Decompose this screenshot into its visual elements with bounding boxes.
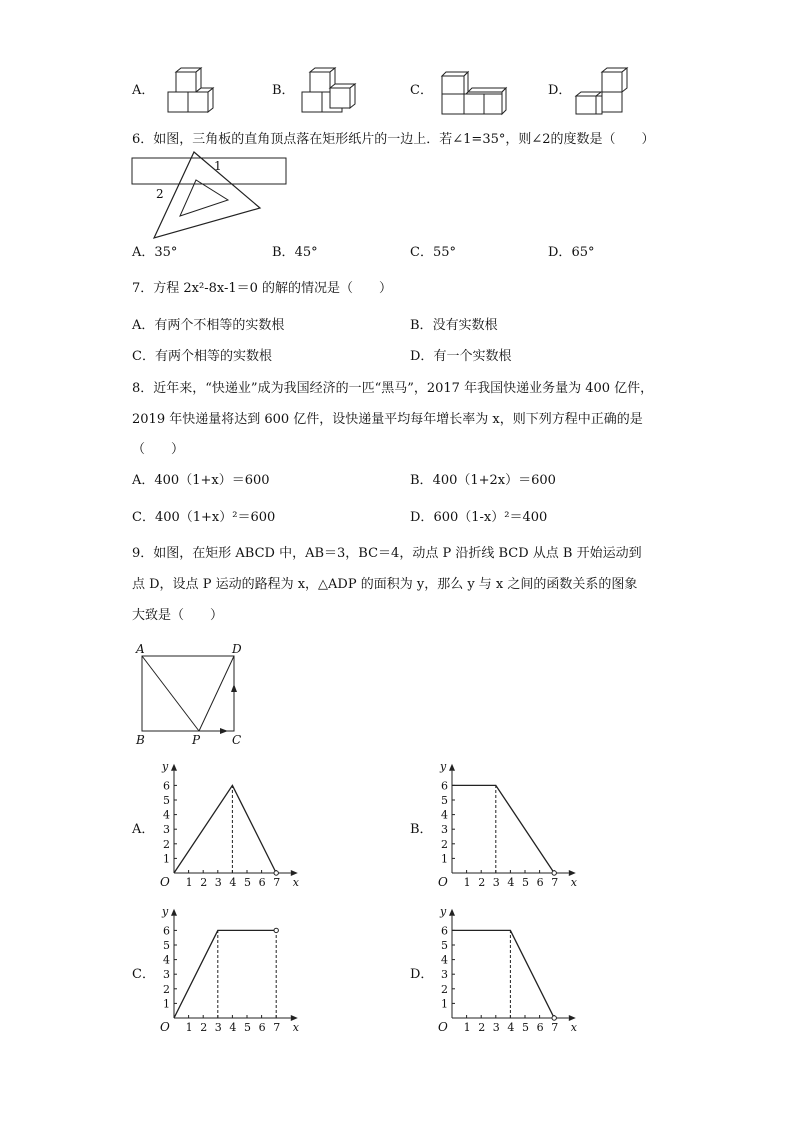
x-axis-label: x (292, 876, 300, 889)
q8-option-c: C．400（1+x）²＝600 (132, 510, 276, 525)
y-tick-label: 5 (441, 794, 448, 807)
x-tick-label: 1 (463, 876, 471, 889)
q9-graph-d (430, 904, 578, 1035)
y-tick-label: 5 (163, 939, 170, 952)
q5-option-c-label: C． (410, 83, 433, 98)
q6-angle-2: 2 (156, 187, 164, 201)
x-axis-label: x (292, 1021, 300, 1034)
y-tick-label: 2 (441, 837, 448, 851)
y-tick-label: 3 (441, 823, 448, 837)
q7-stem: 7．方程 2x²-8x-1＝0 的解的情况是（ ） (132, 281, 393, 296)
open-endpoint (552, 871, 556, 875)
y-tick-label: 6 (163, 924, 170, 938)
q5-option-d-label: D． (548, 83, 572, 98)
q6-option-b: B．45° (272, 245, 318, 260)
function-line (174, 785, 276, 873)
open-endpoint (274, 871, 278, 875)
y-axis-arrow (171, 909, 177, 916)
origin-label: O (438, 875, 448, 889)
q9-option-d-label: D． (410, 967, 434, 982)
open-endpoint (552, 1016, 556, 1020)
q6-option-a: A．35° (132, 245, 178, 260)
y-tick-label: 3 (441, 968, 448, 982)
y-axis-label: y (440, 759, 447, 773)
q9-point-b: B (136, 733, 145, 747)
x-tick-label: 7 (551, 1021, 559, 1034)
x-tick-label: 2 (200, 876, 208, 889)
x-tick-label: 3 (492, 1021, 500, 1034)
q7-option-b: B．没有实数根 (410, 318, 498, 333)
x-tick-label: 2 (478, 876, 486, 889)
q9-point-d: D (232, 642, 242, 656)
q7-option-d: D．有一个实数根 (410, 349, 512, 364)
q9-point-p: P (192, 733, 201, 747)
q9-graph-c (152, 904, 300, 1035)
q5-option-d-cubes (574, 66, 634, 116)
function-line (452, 930, 554, 1018)
x-tick-label: 6 (536, 1021, 544, 1034)
x-tick-label: 5 (244, 876, 251, 889)
y-axis-label: y (162, 904, 169, 918)
function-line (452, 785, 554, 873)
y-tick-label: 3 (163, 823, 170, 837)
q9-point-c: C (232, 733, 242, 747)
y-tick-label: 1 (163, 852, 170, 866)
x-tick-label: 3 (214, 876, 222, 889)
x-tick-label: 5 (244, 1021, 251, 1034)
q9-graph-b (430, 759, 578, 890)
y-tick-label: 6 (441, 779, 448, 793)
q5-option-b-label: B． (272, 83, 295, 98)
y-tick-label: 4 (441, 953, 448, 967)
x-tick-label: 4 (229, 1021, 237, 1034)
y-tick-label: 4 (163, 953, 170, 967)
x-axis-label: x (570, 1021, 578, 1034)
x-tick-label: 3 (492, 876, 500, 889)
q9-stem-line2: 点 D，设点 P 运动的路程为 x，△ADP 的面积为 y，那么 y 与 x 之间的函数关系的图象 (132, 577, 638, 592)
q6-option-c: C．55° (410, 245, 456, 260)
y-tick-label: 3 (163, 968, 170, 982)
y-tick-label: 2 (441, 982, 448, 996)
x-tick-label: 5 (522, 1021, 529, 1034)
q8-stem-line3: （ ） (132, 442, 185, 457)
origin-label: O (438, 1020, 448, 1034)
x-tick-label: 7 (273, 1021, 281, 1034)
q9-option-a-label: A． (132, 822, 155, 837)
y-tick-label: 5 (441, 939, 448, 952)
x-tick-label: 4 (229, 876, 237, 889)
y-tick-label: 1 (441, 852, 448, 866)
q7-option-c: C．有两个相等的实数根 (132, 349, 272, 364)
q7-option-a: A．有两个不相等的实数根 (132, 318, 285, 333)
x-tick-label: 1 (185, 876, 193, 889)
x-tick-label: 7 (551, 876, 559, 889)
y-tick-label: 4 (163, 808, 170, 822)
x-tick-label: 4 (507, 1021, 515, 1034)
x-tick-label: 5 (522, 876, 529, 889)
function-line (174, 930, 276, 1018)
y-tick-label: 6 (441, 924, 448, 938)
q8-option-a: A．400（1+x）＝600 (132, 473, 270, 488)
y-tick-label: 4 (441, 808, 448, 822)
q8-option-d: D．600（1-x）²＝400 (410, 510, 548, 525)
q9-option-c-label: C． (132, 967, 155, 982)
q8-option-b: B．400（1+2x）＝600 (410, 473, 556, 488)
q6-stem: 6．如图，三角板的直角顶点落在矩形纸片的一边上．若∠1=35°，则∠2的度数是（ ） (132, 132, 655, 147)
x-tick-label: 1 (185, 1021, 193, 1034)
q9-stem-line1: 9．如图，在矩形 ABCD 中，AB＝3，BC＝4，动点 P 沿折线 BCD 从点 B 开始运动到 (132, 546, 642, 561)
q9-point-a: A (136, 642, 145, 656)
x-axis-label: x (570, 876, 578, 889)
y-tick-label: 2 (163, 982, 170, 996)
x-tick-label: 2 (200, 1021, 208, 1034)
q6-figure (130, 152, 290, 232)
x-tick-label: 7 (273, 876, 281, 889)
q5-option-a-label: A． (132, 83, 155, 98)
y-axis-label: y (162, 759, 169, 773)
y-tick-label: 6 (163, 779, 170, 793)
open-endpoint (274, 928, 278, 932)
y-axis-arrow (171, 764, 177, 771)
q8-stem-line2: 2019 年快递量将达到 600 亿件，设快递量平均每年增长率为 x，则下列方程中正确的是 (132, 412, 643, 427)
x-tick-label: 6 (536, 876, 544, 889)
q6-angle-1: 1 (214, 159, 222, 173)
q5-option-c-cubes (440, 68, 510, 118)
y-tick-label: 5 (163, 794, 170, 807)
q5-option-a-cubes (166, 66, 226, 116)
x-tick-label: 3 (214, 1021, 222, 1034)
x-tick-label: 4 (507, 876, 515, 889)
q9-option-b-label: B． (410, 822, 433, 837)
q9-stem-line3: 大致是（ ） (132, 608, 224, 623)
q9-rectangle-figure (132, 640, 252, 750)
q8-stem-line1: 8．近年来，“快递业”成为我国经济的一匹“黑马”，2017 年我国快递业务量为 400 亿件， (132, 381, 654, 396)
x-tick-label: 2 (478, 1021, 486, 1034)
origin-label: O (160, 1020, 170, 1034)
y-tick-label: 2 (163, 837, 170, 851)
y-axis-arrow (449, 764, 455, 771)
x-tick-label: 1 (463, 1021, 471, 1034)
x-tick-label: 6 (258, 1021, 266, 1034)
y-axis-arrow (449, 909, 455, 916)
y-tick-label: 1 (441, 997, 448, 1011)
q6-option-d: D．65° (548, 245, 595, 260)
origin-label: O (160, 875, 170, 889)
x-tick-label: 6 (258, 876, 266, 889)
q5-option-b-cubes (300, 66, 360, 116)
y-tick-label: 1 (163, 997, 170, 1011)
q9-graph-a (152, 759, 300, 890)
y-axis-label: y (440, 904, 447, 918)
